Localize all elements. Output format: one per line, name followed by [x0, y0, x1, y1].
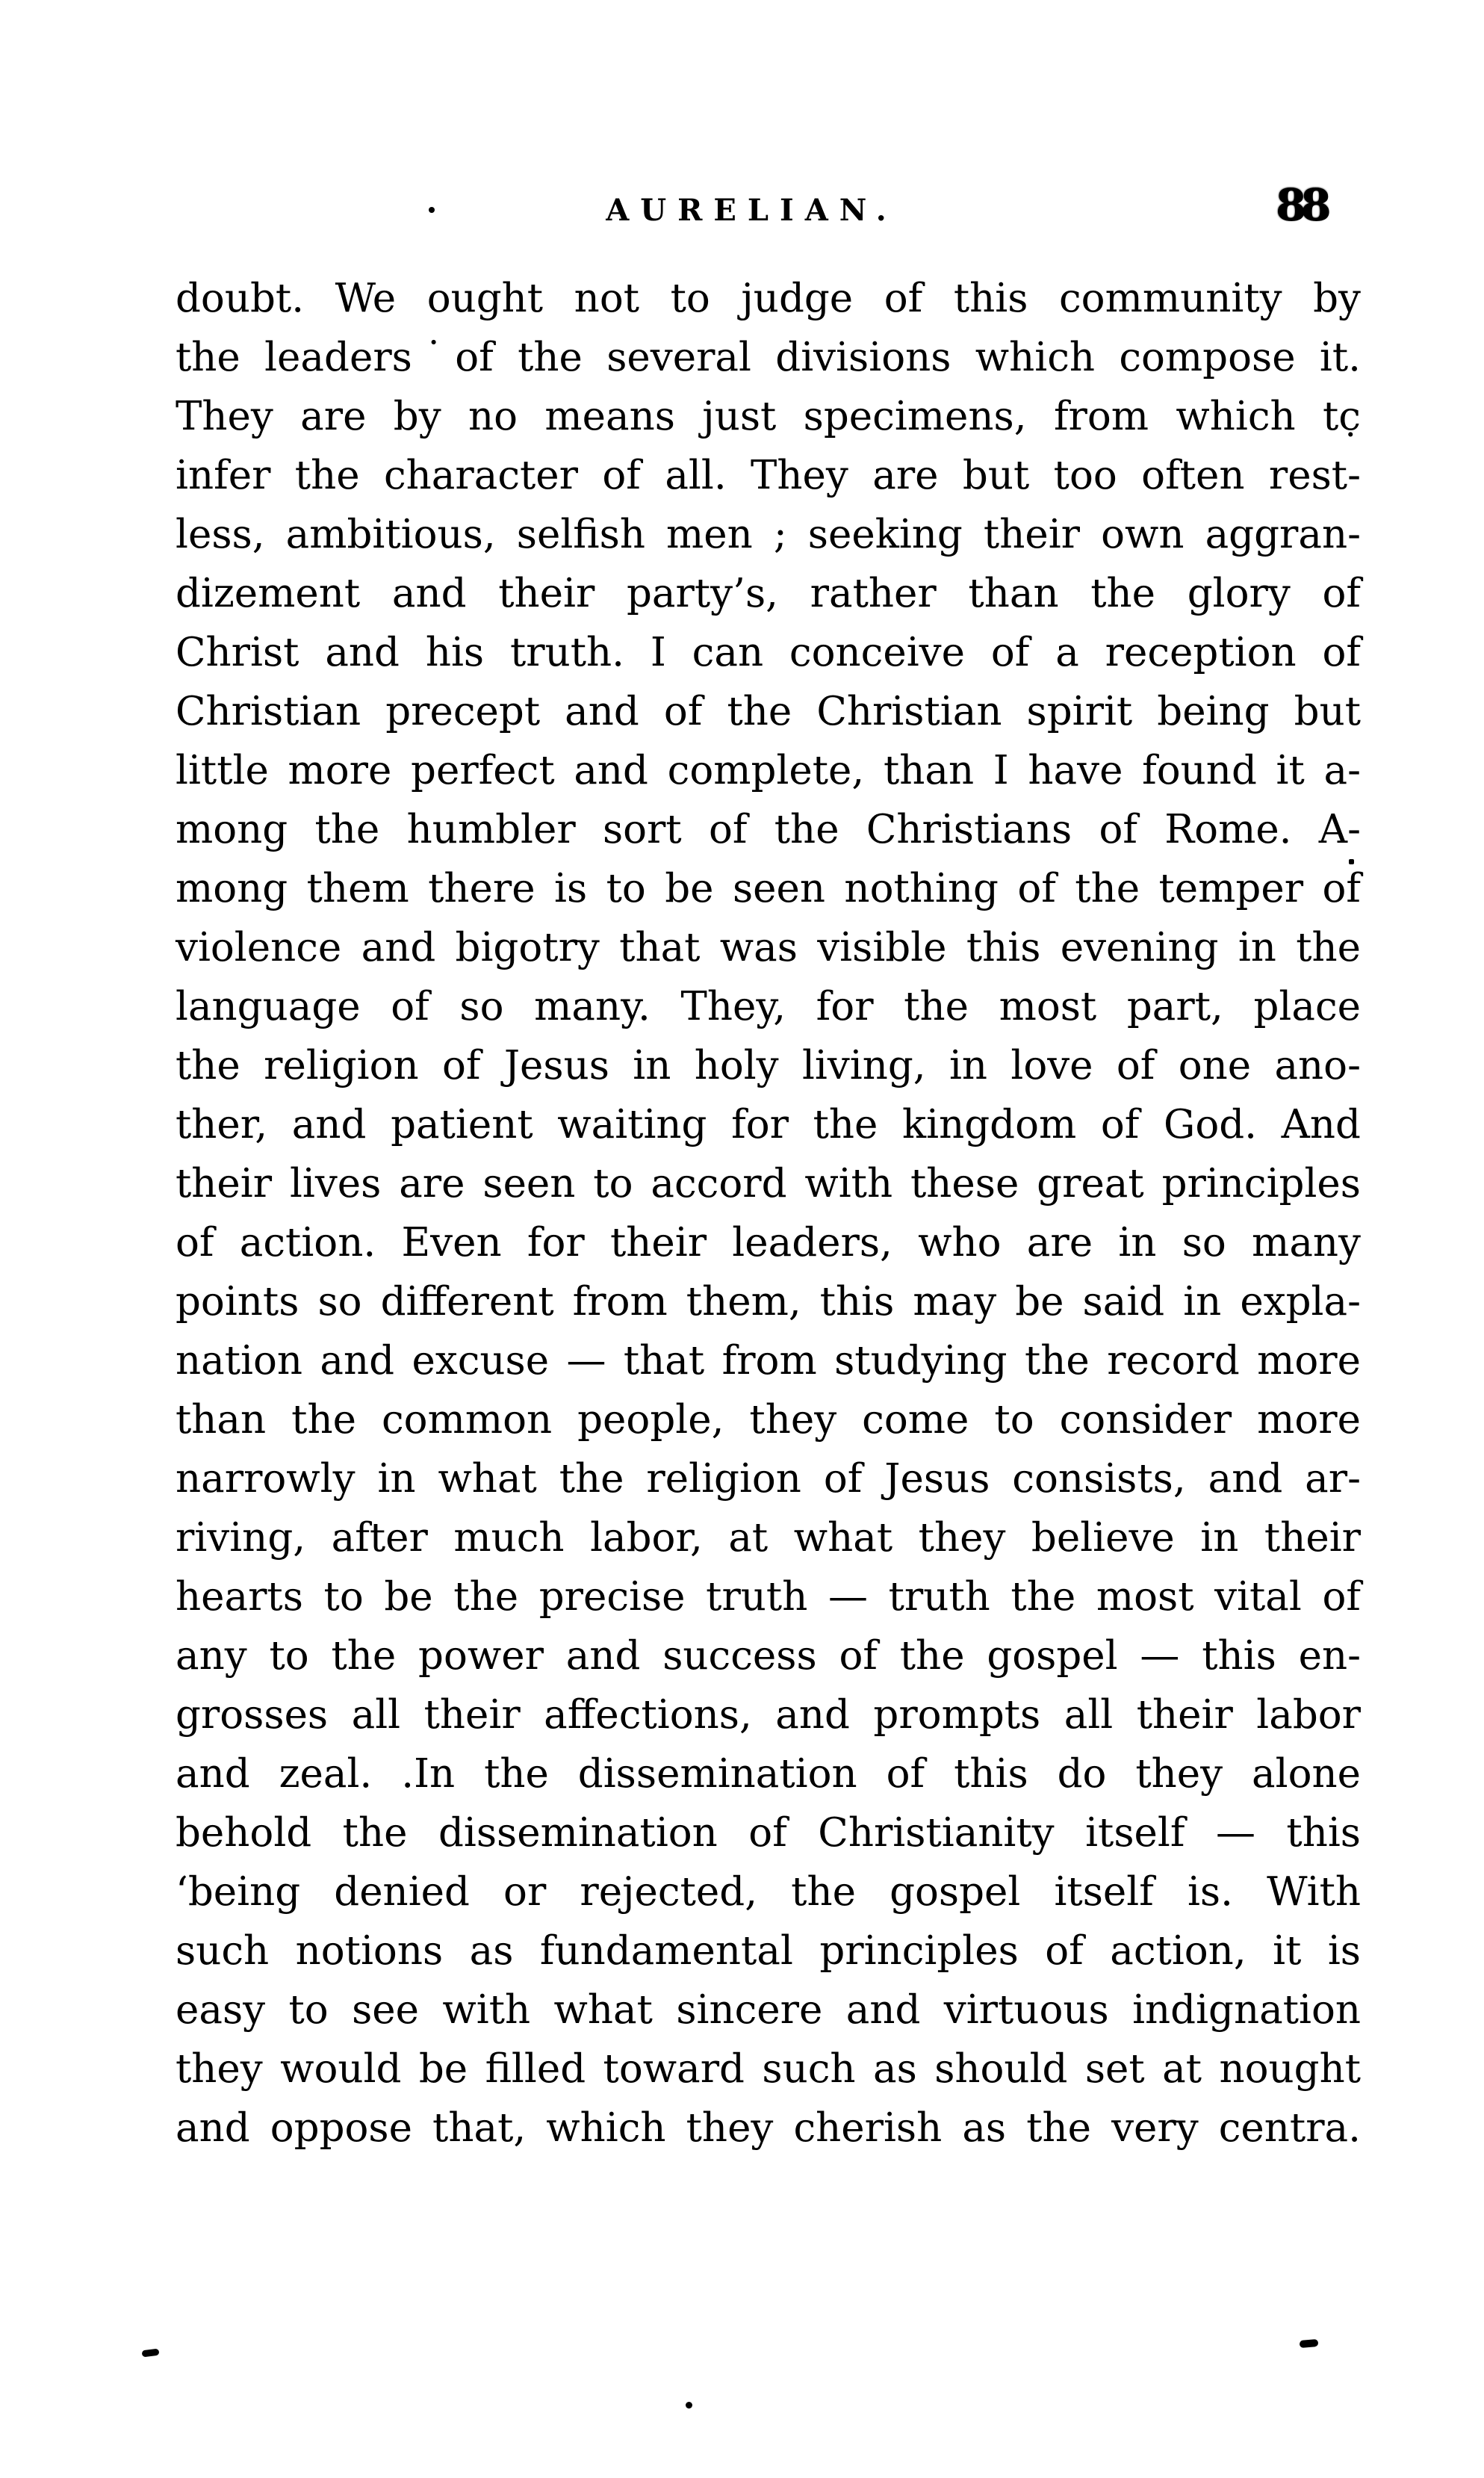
text-line: easy to see with what sincere and virtuous indignation [176, 1987, 1361, 2033]
text-line: Christ and his truth. I can conceive of a reception of [176, 630, 1361, 675]
text-line: ther, and patient waiting for the kingdom of God. And [176, 1102, 1361, 1147]
text-line: violence and bigotry that was visible this evening in the [176, 925, 1361, 970]
text-line: less, ambitious, selfish men ; seeking their own aggran- [176, 512, 1361, 557]
text-line: riving, after much labor, at what they believe in their [176, 1515, 1361, 1561]
text-line: infer the character of all. They are but too often rest- [176, 453, 1361, 498]
ink-speck-header-left [429, 207, 435, 213]
text-line: they would be filled toward such as should set at nought [176, 2046, 1361, 2092]
page-number: 88 [1276, 179, 1326, 230]
ink-speck-bottom-right [1300, 2339, 1319, 2348]
ink-speck-bottom-center [686, 2402, 692, 2409]
text-line: the leaders˙of the several divisions which compose it. [176, 335, 1361, 380]
text-line: Christian precept and of the Christian spirit being but [176, 689, 1361, 734]
body-text-block [176, 269, 1361, 2158]
text-line: They are by no means just specimens, from which tc̣ [176, 394, 1361, 439]
text-line: than the common people, they come to consider more [176, 1397, 1361, 1443]
text-line: narrowly in what the religion of Jesus consists, and ar- [176, 1456, 1361, 1502]
text-line: little more perfect and complete, than I have found it a- [176, 748, 1361, 793]
text-line: hearts to be the precise truth — truth the most vital of [176, 1574, 1361, 1620]
text-line: mong the humbler sort of the Christians of Rome. A- [176, 807, 1361, 852]
text-line: behold the dissemination of Christianity itself — this [176, 1810, 1361, 1856]
ink-speck-right-margin [1349, 859, 1354, 864]
text-line: nation and excuse — that from studying the record more [176, 1338, 1361, 1384]
text-line: ‘being denied or rejected, the gospel itself is. With [176, 1869, 1361, 1915]
text-line: language of so many. They, for the most part, place [176, 984, 1361, 1029]
ink-speck-bottom-left [142, 2349, 160, 2358]
text-line: such notions as fundamental principles of action, it is [176, 1928, 1361, 1974]
text-line: grosses all their affections, and prompts all their labor [176, 1692, 1361, 1738]
text-line: of action. Even for their leaders, who are in so many [176, 1220, 1361, 1266]
running-title: AURELIAN. [606, 193, 898, 228]
text-line: points so different from them, this may be said in expla- [176, 1279, 1361, 1325]
text-line: mong them there is to be seen nothing of the temper of [176, 866, 1361, 911]
text-line: any to the power and success of the gospel — this en- [176, 1633, 1361, 1679]
text-line: and zeal. .In the dissemination of this do they alone [176, 1751, 1361, 1797]
text-line: doubt. We ought not to judge of this community by [176, 276, 1361, 321]
text-line: dizement and their party’s, rather than the glory of [176, 571, 1361, 616]
text-line: and oppose that, which they cherish as the very centra. [176, 2105, 1361, 2151]
text-line: their lives are seen to accord with these great principles [176, 1161, 1361, 1207]
text-line: the religion of Jesus in holy living, in love of one ano- [176, 1043, 1361, 1088]
